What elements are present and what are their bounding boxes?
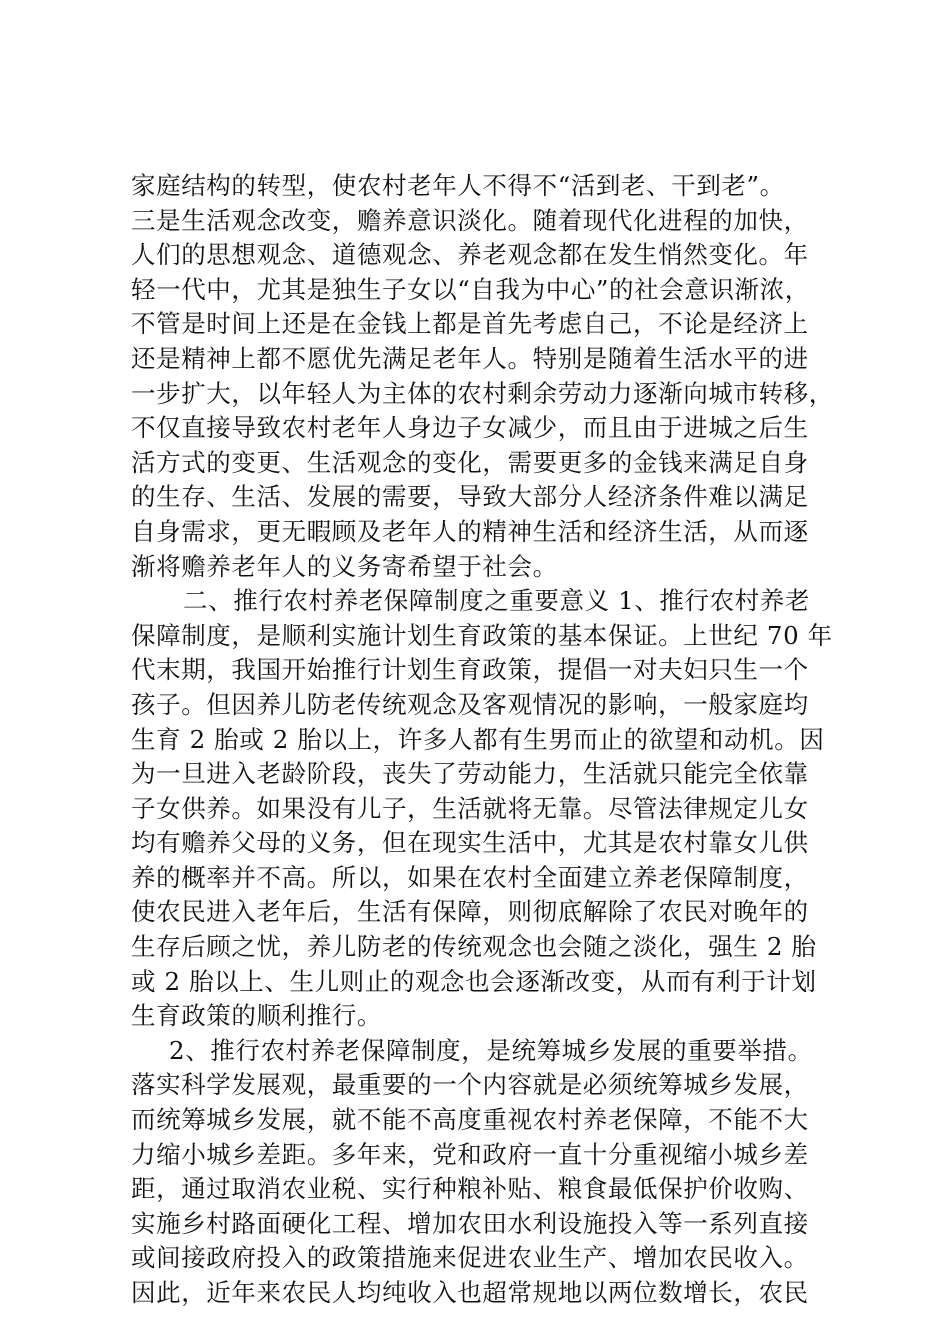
text-line: 渐将赡养老年人的义务寄希望于社会。	[131, 551, 558, 581]
text-line: 二、推行农村养老保障制度之重要意义 1、推行农村养老	[183, 586, 810, 616]
text-line: 或 2 胎以上、生儿则止的观念也会逐渐改变，从而有利于计划	[131, 966, 817, 996]
text-line: 均有赡养父母的义务，但在现实生活中，尤其是农村靠女儿供	[131, 828, 809, 858]
text-line: 孩子。但因养儿防老传统观念及客观情况的影响，一般家庭均	[131, 689, 809, 719]
text-line: 生存后顾之忧，养儿防老的传统观念也会随之淡化，强生 2 胎	[131, 932, 817, 962]
text-line: 保障制度，是顺利实施计划生育政策的基本保证。上世纪 70 年	[131, 620, 833, 650]
text-line: 代末期，我国开始推行计划生育政策，提倡一对夫妇只生一个	[131, 655, 809, 685]
text-line: 自身需求，更无暇顾及老年人的精神生活和经济生活，从而逐	[131, 516, 809, 546]
text-line: 家庭结构的转型，使农村老年人不得不“活到老、干到老”。	[131, 171, 785, 200]
text-line: 轻一代中，尤其是独生子女以“自我为中心”的社会意识渐浓，	[131, 274, 810, 304]
text-line: 力缩小城乡差距。多年来，党和政府一直十分重视缩小城乡差	[131, 1139, 809, 1169]
text-line: 为一旦进入老龄阶段，丧失了劳动能力，生活就只能完全依靠	[131, 759, 809, 789]
text-line: 人们的思想观念、道德观念、养老观念都在发生悄然变化。年	[131, 240, 809, 270]
text-line: 距，通过取消农业税、实行种粮补贴、粮食最低保护价收购、	[131, 1174, 809, 1204]
text-line: 三是生活观念改变，赡养意识淡化。随着现代化进程的加快，	[131, 205, 809, 235]
text-line: 活方式的变更、生活观念的变化，需要更多的金钱来满足自身	[131, 447, 809, 477]
text-line: 2、推行农村养老保障制度，是统筹城乡发展的重要举措。	[169, 1035, 813, 1065]
text-line: 而统筹城乡发展，就不能不高度重视农村养老保障，不能不大	[131, 1105, 809, 1135]
text-line: 落实科学发展观，最重要的一个内容就是必须统筹城乡发展，	[131, 1070, 809, 1100]
paragraph-1	[131, 169, 834, 584]
text-line: 不仅直接导致农村老年人身边子女减少，而且由于进城之后生	[131, 413, 809, 443]
text-line: 实施乡村路面硬化工程、增加农田水利设施投入等一系列直接	[131, 1208, 809, 1238]
text-line: 养的概率并不高。所以，如果在农村全面建立养老保障制度，	[131, 862, 809, 892]
text-line: 子女供养。如果没有儿子，生活就将无靠。尽管法律规定儿女	[131, 793, 809, 823]
paragraph-2	[131, 584, 831, 1034]
text-line: 生育政策的顺利推行。	[131, 1001, 382, 1031]
text-line: 还是精神上都不愿优先满足老年人。特别是随着生活水平的进	[131, 343, 809, 373]
document-body	[131, 169, 834, 1311]
text-line: 使农民进入老年后，生活有保障，则彻底解除了农民对晚年的	[131, 897, 809, 927]
text-line: 一步扩大，以年轻人为主体的农村剩余劳动力逐渐向城市转移，	[131, 378, 834, 408]
paragraph-3	[131, 1034, 831, 1311]
text-line: 因此，近年来农民人均纯收入也超常规地以两位数增长，农民	[131, 1278, 809, 1307]
text-line: 或间接政府投入的政策措施来促进农业生产、增加农民收入。	[131, 1243, 809, 1273]
text-line: 不管是时间上还是在金钱上都是首先考虑自己，不论是经济上	[131, 309, 809, 339]
text-line: 的生存、生活、发展的需要，导致大部分人经济条件难以满足	[131, 482, 809, 512]
text-line: 生育 2 胎或 2 胎以上，许多人都有生男而止的欲望和动机。因	[131, 724, 825, 754]
